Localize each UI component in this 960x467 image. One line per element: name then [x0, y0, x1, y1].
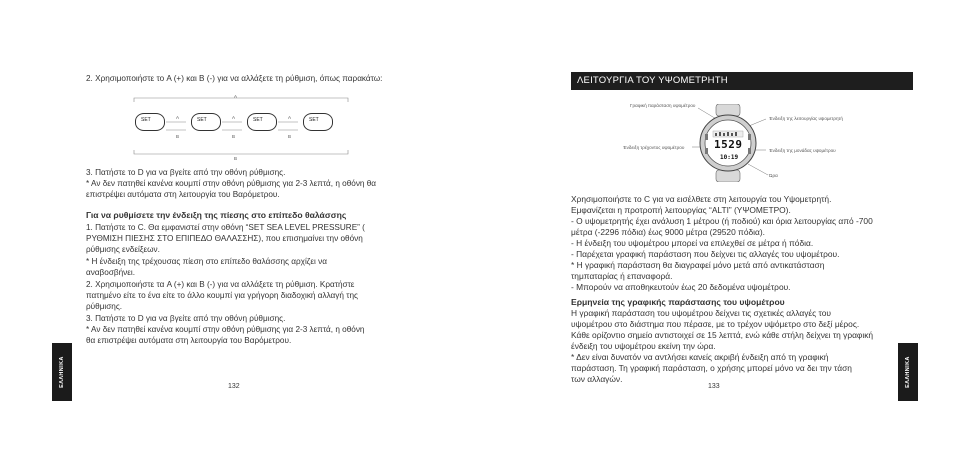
- loop-label-a: A: [234, 94, 238, 99]
- arrow-label-a-3: A: [288, 115, 292, 120]
- left-body-2: ΡΥΘΜΙΣΗ ΠΙΕΣΗΣ ΣΤΟ ΕΠΙΠΕΔΟ ΘΑΛΑΣΣΗΣ), που επισημαίνει την οθόνη: [86, 234, 363, 243]
- right-body-1: Η γραφική παράσταση του υψομέτρου δείχνει τις σχετικές αλλαγές του: [571, 308, 831, 318]
- callout-graphic: Γραφική παράσταση υψομέτρου: [630, 103, 696, 108]
- callout-unit: Ένδειξη της μονάδας υψομέτρου: [769, 148, 836, 153]
- right-body-7: των αλλαγών.: [571, 374, 623, 384]
- left-line-2: * Αν δεν πατηθεί κανένα κουμπί στην οθόνη ρύθμισης για 2-3 λεπτά, η οθόνη θα: [86, 179, 377, 188]
- language-tab-label: ΕΛΛΗΝΙΚΑ: [59, 356, 65, 388]
- page-number-left: 132: [228, 383, 240, 390]
- page-number-right: 133: [708, 383, 720, 390]
- left-body-9: 3. Πατήστε το D για να βγείτε από την οθόνη ρύθμισης.: [86, 314, 286, 323]
- left-body-1: 1. Πατήστε το C. Θα εμφανιστεί στην οθόνη “SET SEA LEVEL PRESSURE” (: [86, 223, 365, 232]
- watch-display-4: [303, 113, 333, 131]
- left-body-7: πατημένο είτε το ένα είτε το άλλο κουμπί για γρήγορη διαδοχική αλλαγή της: [86, 291, 358, 300]
- callout-current: Ένδειξη τρέχοντος υψομέτρου: [623, 145, 685, 150]
- left-body-3: ρύθμισης ενδείξεων.: [86, 245, 160, 254]
- right-line-1: Χρησιμοποιήστε το C για να εισέλθετε στη λειτουργία του Υψομετρητή.: [571, 194, 832, 204]
- language-tab-right: [898, 343, 918, 401]
- language-tab-left: [52, 343, 72, 401]
- arrow-label-b-3: B: [288, 134, 292, 139]
- right-body-2: υψομέτρου στο διάστημα που πέρασε, με το τρέχον υψόμετρο στο δεξί μέρος.: [571, 319, 860, 329]
- right-body-6: παράσταση. Τη γραφική παράσταση, ο χρήσης μπορεί μόνο να δει την τάση: [571, 363, 852, 373]
- right-line-4: μέτρα (-2296 πόδια) έως 9000 μέτρα (29520 πόδια).: [571, 227, 765, 237]
- right-body-4: ένδειξη του υψομέτρου εκείνη την ώρα.: [571, 341, 716, 351]
- graph-subheading: Ερμηνεία της γραφικής παράστασης του υψομέτρου: [571, 297, 785, 307]
- callout-mode: Ένδειξη της λειτουργίας υψομετρητή: [769, 116, 843, 121]
- arrow-label-b-1: B: [176, 134, 180, 139]
- right-line-8: τημπαταρίας ή επαναφορά.: [571, 271, 673, 281]
- arrow-label-b-2: B: [232, 134, 236, 139]
- left-body-10: * Αν δεν πατηθεί κανένα κουμπί στην οθόνη ρύθμισης για 2-3 λεπτά, η οθόνη: [86, 325, 365, 334]
- watch-set-label: SET: [253, 117, 263, 123]
- left-body-6: 2. Χρησιμοποιήστε τα A (+) και B (-) για να αλλάξετε τη ρύθμιση. Κρατήστε: [86, 280, 355, 289]
- watch-altitude-readout: 1529: [714, 138, 743, 151]
- arrow-label-a-2: A: [232, 115, 236, 120]
- left-line-1: 3. Πατήστε το D για να βγείτε από την οθόνη ρύθμισης.: [86, 168, 286, 177]
- right-line-3: - Ο υψομετρητής έχει ανάλυση 1 μέτρου (ή ποδιού) και όρια λειτουργίας από -700: [571, 216, 873, 226]
- watch-time-readout: 10:19: [720, 154, 739, 161]
- watch-display-1: [135, 113, 165, 131]
- callout-time: Ώρα: [769, 173, 778, 178]
- right-line-2: Εμφανίζεται η προτροπή λειτουργίας “ALTI” (ΥΨΟΜΕΤΡΟ).: [571, 205, 791, 215]
- right-body-3: Κάθε ορίζοντιο σημείο αντιστοιχεί σε 15 λεπτά, ενώ κάθε στήλη δείχνει τη γραφική: [571, 330, 874, 340]
- right-line-9: - Μπορούν να αποθηκευτούν έως 20 δεδομένα υψομέτρου.: [571, 282, 791, 292]
- language-tab-label: ΕΛΛΗΝΙΚΑ: [905, 356, 911, 388]
- left-body-11: θα επιστρέψει αυτόματα στη λειτουργία του Βαρόμετρου.: [86, 336, 292, 345]
- left-body-5: αναβοσβήνει.: [86, 268, 135, 277]
- watch-display-2: [191, 113, 221, 131]
- watch-set-label: SET: [141, 117, 151, 123]
- step2-intro: 2. Χρησιμοποιήστε το A (+) και B (-) για να αλλάξετε τη ρύθμιση, όπως παρακάτω:: [86, 74, 383, 83]
- arrow-label-a-1: A: [176, 115, 180, 120]
- right-line-7: * Η γραφική παράσταση θα διαγραφεί μόνο μετά από αντικατάσταση: [571, 260, 825, 270]
- watch-display-3: [247, 113, 277, 131]
- right-line-5: - Η ένδειξη του υψομέτρου μπορεί να επιλεχθεί σε μέτρα ή πόδια.: [571, 238, 814, 248]
- watch-set-label: SET: [197, 117, 207, 123]
- watch-set-label: SET: [309, 117, 319, 123]
- right-body-5: * Δεν είναι δυνατόν να αντλήσει κανείς ακριβή ένδειξη από τη γραφική: [571, 352, 829, 362]
- left-body-4: * Η ένδειξη της τρέχουσας πίεση στο επίπεδο θαλάσσης αρχίζει να: [86, 257, 327, 266]
- right-line-6: - Παρέχεται γραφική παράσταση που δείχνει τις αλλαγές του υψομέτρου.: [571, 249, 840, 259]
- right-page: [480, 0, 960, 467]
- sea-level-subheading: Για να ρυθμίσετε την ένδειξη της πίεσης στο επίπεδο θαλάσσης: [86, 210, 347, 220]
- left-line-3: επιστρέψει αυτόματα στη λειτουργία του Βαρόμετρου.: [86, 190, 280, 199]
- loop-label-b: B: [234, 156, 238, 161]
- altimeter-mode-title: ΛΕΙΤΟΥΡΓΙΑ ΤΟΥ ΥΨΟΜΕΤΡΗΤΗ: [571, 72, 913, 90]
- left-body-8: ρύθμισης.: [86, 302, 123, 311]
